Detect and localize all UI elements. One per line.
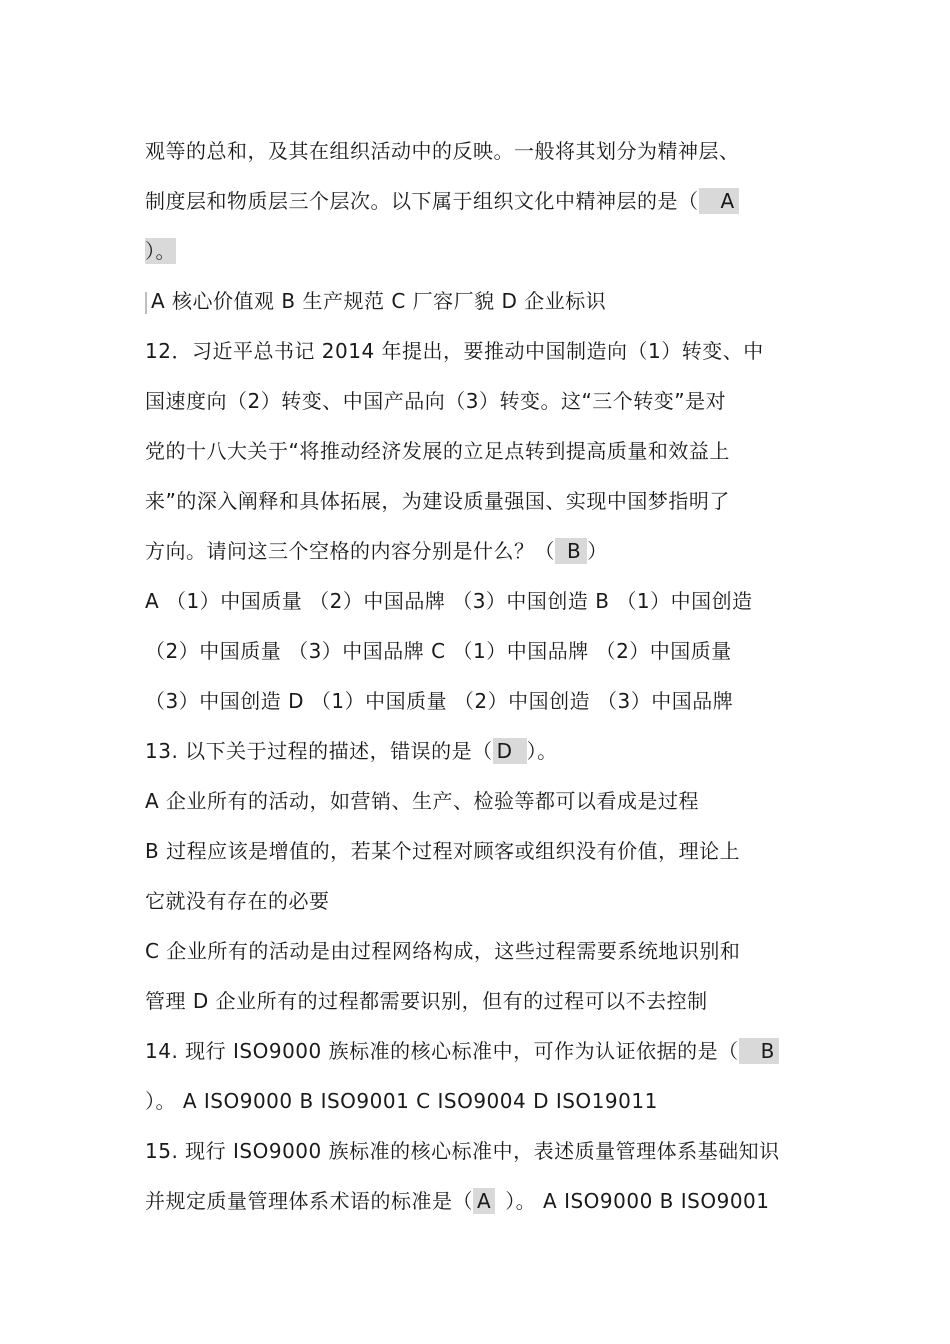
text-span: 13. 以下关于过程的描述，错误的是（ bbox=[145, 739, 493, 763]
text-span: 方向。请问这三个空格的内容分别是什么？（ bbox=[145, 539, 555, 563]
text-span: ）。 bbox=[526, 739, 558, 763]
question-13-option-c: C 企业所有的活动是由过程网络构成，这些过程需要系统地识别和 bbox=[145, 939, 741, 963]
question-12-stem: 12．习近平总书记 2014 年提出，要推动中国制造向（1）转变、中 bbox=[145, 339, 764, 363]
answer-highlight-13: D bbox=[493, 738, 527, 764]
text-span: ） bbox=[587, 539, 608, 563]
question-11-options bbox=[145, 286, 810, 316]
text-line: 它就没有存在的必要 bbox=[145, 889, 330, 913]
answer-highlight-14: B bbox=[739, 1038, 779, 1064]
answer-highlight-tail: ）。 bbox=[145, 239, 176, 263]
text-line: （3）中国创造 D （1）中国质量 （2）中国创造 （3）中国品牌 bbox=[145, 689, 734, 713]
question-13-option-b: B 过程应该是增值的，若某个过程对顾客或组织没有价值，理论上 bbox=[145, 839, 741, 863]
question-12-options: A （1）中国质量 （2）中国品牌 （3）中国创造 B （1）中国创造 bbox=[145, 589, 753, 613]
text-line: 观等的总和，及其在组织活动中的反映。一般将其划分为精神层、 bbox=[145, 139, 740, 163]
answer-highlight-11: A bbox=[699, 188, 739, 214]
question-14-stem bbox=[145, 1036, 810, 1066]
question-13-option-a: A 企业所有的活动，如营销、生产、检验等都可以看成是过程 bbox=[145, 789, 700, 813]
text-span: ）。 A ISO9000 B ISO9001 bbox=[505, 1189, 770, 1213]
text-line: （2）中国质量 （3）中国品牌 C （1）中国品牌 （2）中国质量 bbox=[145, 639, 732, 663]
text-line: 国速度向（2）转变、中国产品向（3）转变。这“三个转变”是对 bbox=[145, 389, 727, 413]
answer-highlight-15: A bbox=[473, 1188, 495, 1214]
question-14-options: ）。 A ISO9000 B ISO9001 C ISO9004 D ISO19011 bbox=[145, 1089, 658, 1113]
text-span: A 核心价值观 B 生产规范 C 厂容厂貌 D 企业标识 bbox=[151, 289, 607, 313]
text-span: 14. 现行 ISO9000 族标准的核心标准中，可作为认证依据的是（ bbox=[145, 1039, 739, 1063]
text-span: 并规定质量管理体系术语的标准是（ bbox=[145, 1189, 473, 1213]
question-13-stem bbox=[145, 736, 810, 766]
text-line: 党的十八大关于“将推动经济发展的立足点转到提高质量和效益上 bbox=[145, 439, 730, 463]
text-line: 来”的深入阐释和具体拓展，为建设质量强国、实现中国梦指明了 bbox=[145, 489, 730, 513]
text-span: 制度层和物质层三个层次。以下属于组织文化中精神层的是（ bbox=[145, 189, 699, 213]
question-12-prompt bbox=[145, 536, 810, 566]
question-11-close bbox=[145, 236, 810, 266]
question-15-options bbox=[145, 1186, 810, 1216]
answer-highlight-12: B bbox=[555, 538, 587, 564]
question-15-stem: 15. 现行 ISO9000 族标准的核心标准中，表述质量管理体系基础知识 bbox=[145, 1139, 780, 1163]
question-11-stem bbox=[145, 186, 810, 216]
text-cursor-icon bbox=[145, 292, 147, 314]
question-13-option-d: 管理 D 企业所有的过程都需要识别，但有的过程可以不去控制 bbox=[145, 989, 708, 1013]
